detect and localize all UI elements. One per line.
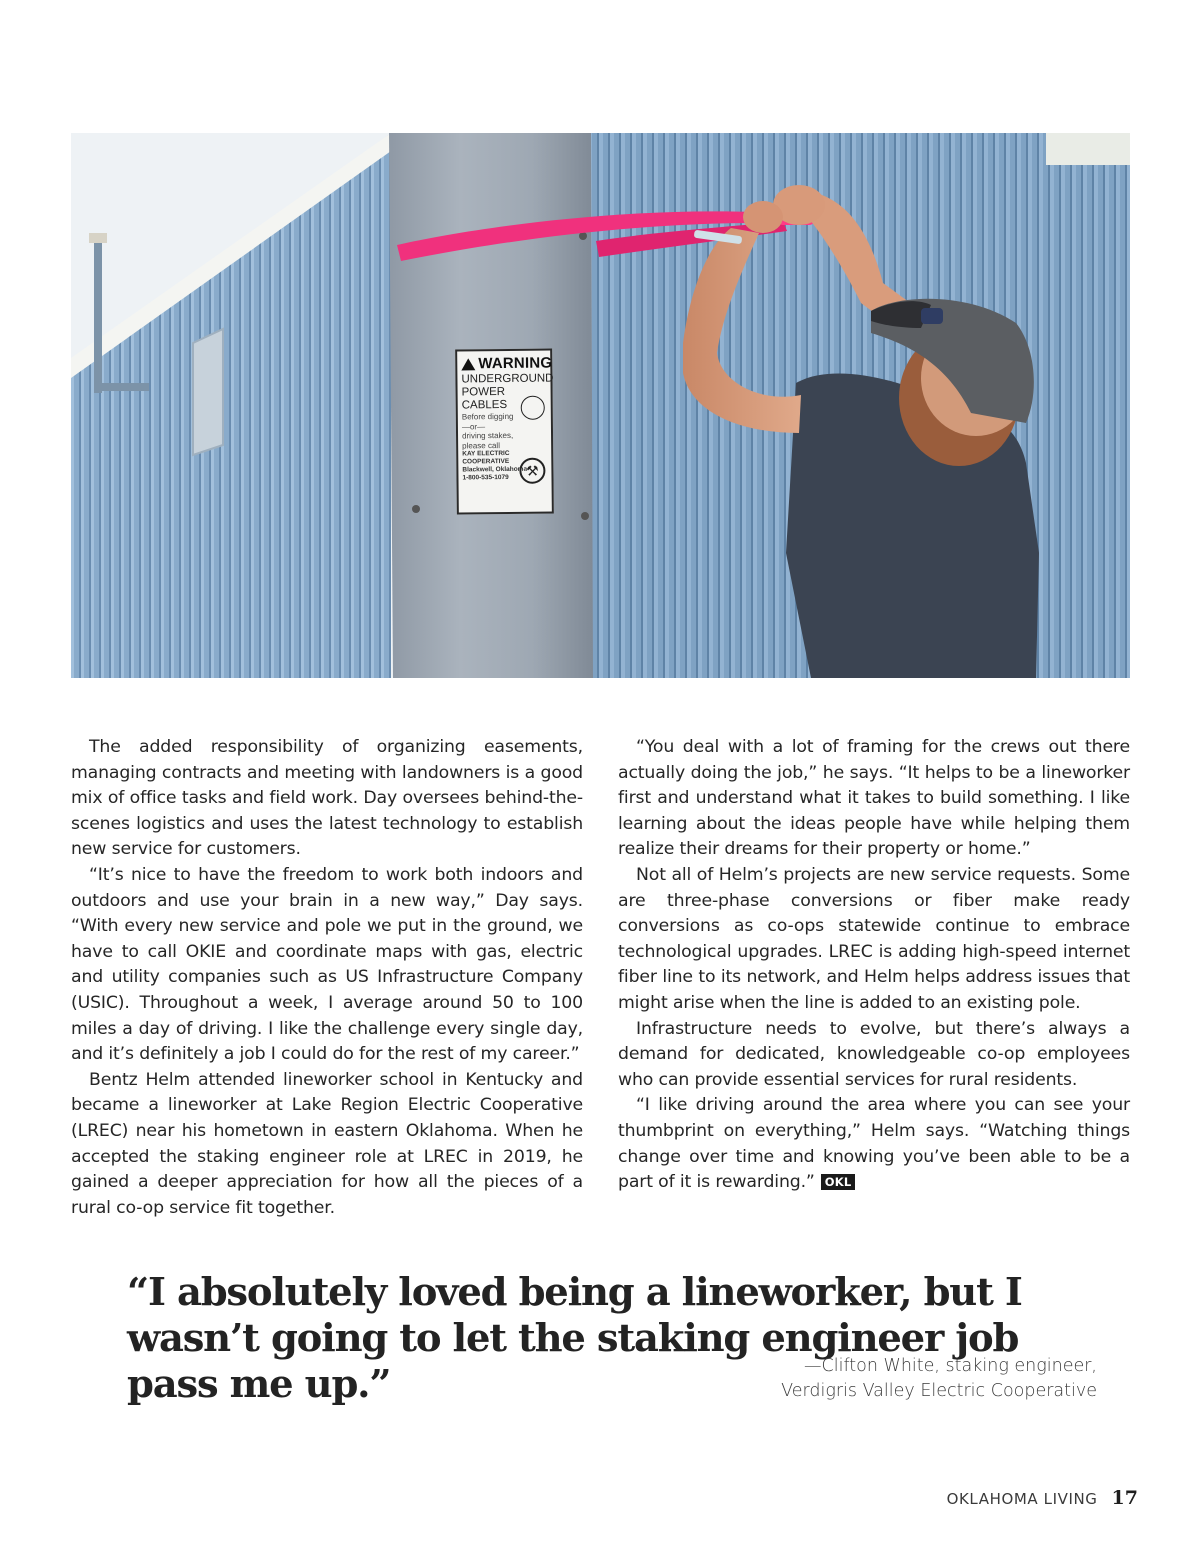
sign-line: UNDERGROUND (461, 372, 554, 386)
shovel-circle-icon (521, 396, 545, 420)
article-paragraph: “You deal with a lot of framing for the crews out there actually doing the job,” he says. “It helps to be a lineworker first and understand what it takes to build something. I like learning about the ideas people have while helping them realize their dreams for their property or home.” (618, 737, 1130, 860)
sign-line: Blackwell, Oklahoma (462, 465, 528, 474)
article-paragraph: Bentz Helm attended lineworker school in Kentucky and became a lineworker at Lake Region Electric Cooperative (LREC) near his hometown in eastern Oklahoma. When he accepted the staking engineer role at LREC in 2019, he gained a deeper appreciation for how all the pieces of a rural co-op service fit together. (71, 1069, 583, 1218)
sign-line: KAY ELECTRIC (462, 449, 510, 458)
article-paragraph: “It’s nice to have the freedom to work both indoors and outdoors and use your brain in a new way,” Day says. “With every new service and pole we put in the ground, we have to call OKIE and coordinate maps with gas, electric and utility companies such as US Infrastructure Company (USIC). Throughout a week, I average around 50 to 100 miles a day of driving. I like the challenge every single day, and it’s definitely a job I could do for the rest of my career.” (71, 864, 583, 1065)
sign-line: CABLES (461, 398, 508, 412)
sign-heading-text: WARNING (478, 354, 553, 373)
no-digging-icon: ⚒ (519, 458, 545, 484)
sign-line: please call (462, 440, 501, 450)
magazine-name: OKLAHOMA LIVING (946, 1490, 1098, 1508)
sign-line: —or— (461, 421, 486, 431)
end-mark-badge: OKL (821, 1174, 856, 1190)
sign-line: COOPERATIVE (462, 457, 510, 466)
article-column-left (71, 735, 583, 1221)
sign-line: POWER (461, 385, 506, 399)
article-paragraph: Not all of Helm’s projects are new service requests. Some are three-phase conversions or fiber make ready conversions as co-ops statewide continue to embrace technological upgrades. LREC is adding high-speed internet fiber line to its network, and Helm helps address issues that might arise when the line is added to an existing pole. (618, 864, 1130, 1013)
sign-line: 1-800-535-1079 (462, 473, 509, 482)
article-paragraph: The added responsibility of organizing easements, managing contracts and meeting with landowners is a good mix of office tasks and field work. Day oversees behind-the-scenes logistics and uses the latest technology to establish new service for customers. (71, 737, 583, 860)
warning-sign (455, 348, 554, 514)
pull-quote: “I absolutely loved being a lineworker, but I wasn’t going to let the staking engineer job pass me up.” (127, 1270, 1022, 1407)
sign-heading (461, 354, 553, 374)
pull-quote-attribution (677, 1354, 1097, 1404)
attribution-line: Verdigris Valley Electric Cooperative (781, 1381, 1097, 1401)
photo-illustration (71, 133, 1130, 678)
article-paragraph: Infrastructure needs to evolve, but there’s always a demand for dedicated, knowledgeable co-op employees who can provide essential services for rural residents. (618, 1018, 1130, 1090)
warning-triangle-icon (461, 358, 475, 370)
article-paragraph-text: “I like driving around the area where you can see your thumbprint on everything,” Helm says. “Watching things change over time and knowing you’ve been able to be a part of it is rewarding.” (618, 1095, 1130, 1193)
attribution-line: —Clifton White, staking engineer, (804, 1356, 1097, 1376)
page-number: 17 (1111, 1487, 1138, 1509)
article-column-right (618, 735, 1130, 1196)
sign-line: Before digging (461, 411, 514, 422)
article-photo (71, 133, 1130, 678)
article-paragraph-last (618, 1093, 1130, 1195)
sign-line: driving stakes, (461, 430, 514, 441)
page-footer (947, 1487, 1138, 1509)
